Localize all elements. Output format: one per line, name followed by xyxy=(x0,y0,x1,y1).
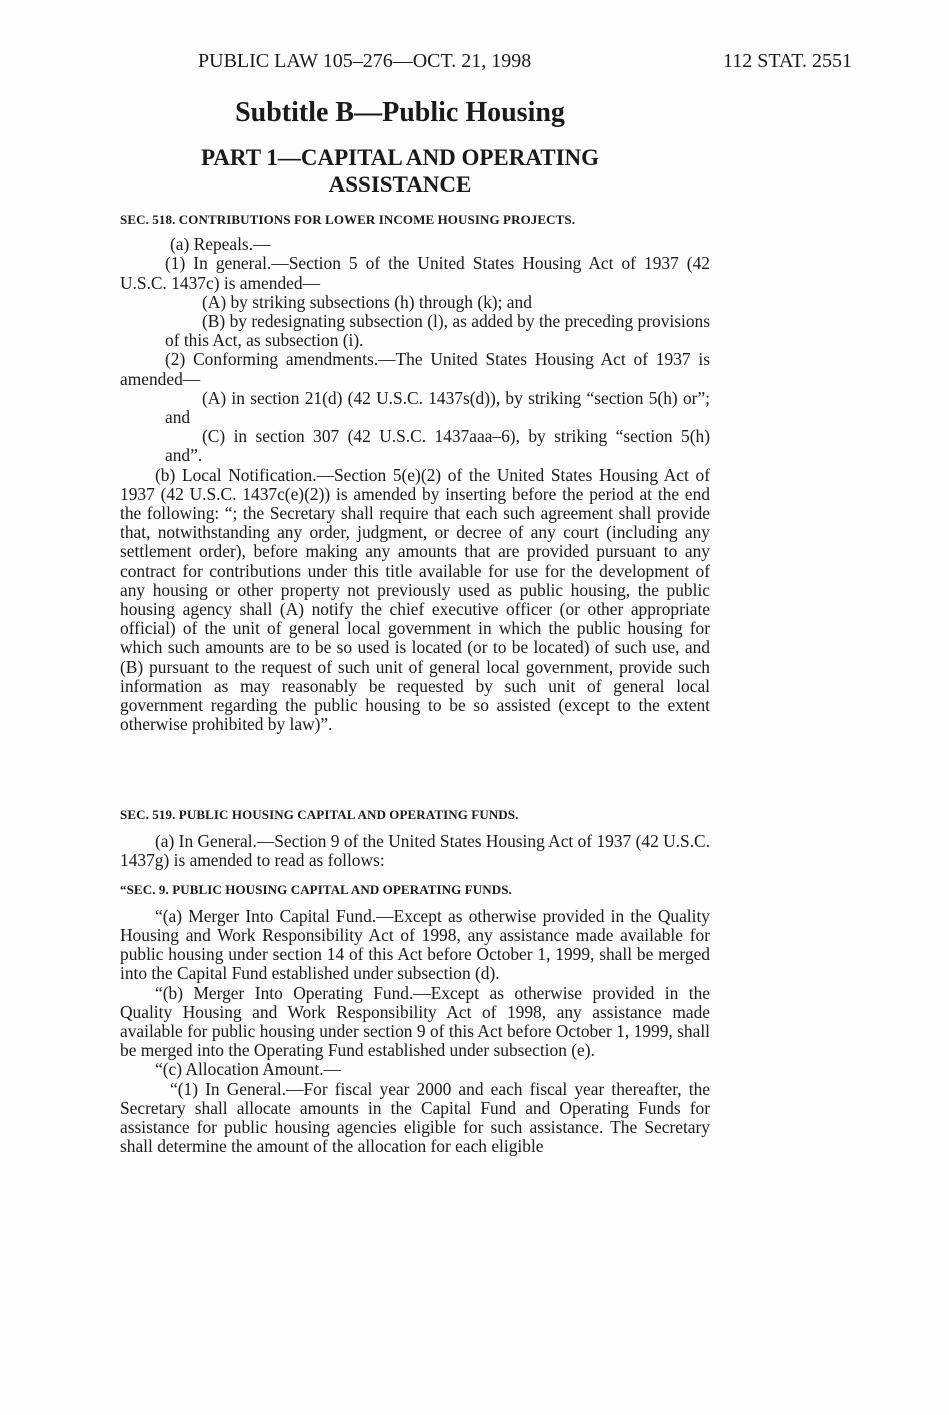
sec-9-c: “(c) Allocation Amount.— xyxy=(155,1059,341,1080)
section-518 xyxy=(120,210,710,734)
sec-9-a: “(a) Merger Into Capital Fund.—Except as otherwise provided in the Quality Housing and Work Responsibility Act of 1998, any assistance made available for public housing under section 14 of this Act before October 1, 1999, shall be merged into the Capital Fund established under subsection (d). xyxy=(120,905,710,984)
header-citation: PUBLIC LAW 105–276—OCT. 21, 1998 xyxy=(198,50,532,72)
sec-518-a-label: (a) Repeals.— xyxy=(170,234,271,255)
sec-518-a1A: (A) by striking subsections (h) through (k); and xyxy=(202,291,532,312)
subtitle-heading: Subtitle B—Public Housing xyxy=(235,97,565,128)
sec-518-a2C: (C) in section 307 (42 U.S.C. 1437aaa–6), by striking “section 5(h) and”. xyxy=(165,426,710,466)
header-page-number: 112 STAT. 2551 xyxy=(723,50,852,72)
sec-518-a1B: (B) by redesignating subsection (l), as added by the preceding provisions of this Act, as subsection (i). xyxy=(165,311,710,351)
sec-518-a2A: (A) in section 21(d) (42 U.S.C. 1437s(d)), by striking “section 5(h) or”; and xyxy=(165,387,710,428)
sec-519-heading: SEC. 519. PUBLIC HOUSING CAPITAL AND OPERATING FUNDS. xyxy=(120,807,519,822)
sec-9-heading: “SEC. 9. PUBLIC HOUSING CAPITAL AND OPERATING FUNDS. xyxy=(120,881,512,897)
section-519 xyxy=(120,805,710,1156)
sec-518-heading: SEC. 518. CONTRIBUTIONS FOR LOWER INCOME HOUSING PROJECTS. xyxy=(120,212,576,227)
sec-518-a1: (1) In general.—Section 5 of the United States Housing Act of 1937 (42 U.S.C. 1437c) is amended— xyxy=(120,253,710,293)
sec-518-a2: (2) Conforming amendments.—The United States Housing Act of 1937 is amended— xyxy=(120,349,710,389)
sec-518-b: (b) Local Notification.—Section 5(e)(2) of the United States Housing Act of 1937 (42 U.S.C. 1437c(e)(2)) is amended by inserting before the period at the end the following: “; the Secretary shall require that each such agreement shall provide that, notwithstanding any order, judgment, or decree of any court (including any settlement order), before making any amounts that are provided pursuant to any contract for contributions under this title available for use for the development of any housing or other property not previously used as public housing, the public housing agency shall (A) notify the chief executive officer (or other appropriate official) of the unit of general local government in which the public housing for which such amounts are to be so used is located (or to be located) of such use, and (B) pursuant to the request of such unit of general local government, provide such information as may reasonably be requested by such unit of general local government regarding the public housing to be so assisted (except to the extent otherwise prohibited by law)”. xyxy=(120,464,710,735)
sec-519-a: (a) In General.—Section 9 of the United States Housing Act of 1937 (42 U.S.C. 1437g) is amended to read as follows: xyxy=(120,831,710,871)
part-heading: PART 1—CAPITAL AND OPERATING ASSISTANCE xyxy=(200,145,600,197)
sec-9-b: “(b) Merger Into Operating Fund.—Except as otherwise provided in the Quality Housing and Work Responsibility Act of 1998, any assistance made available for public housing under section 9 of this Act before October 1, 1999, shall be merged into the Operating Fund established under subsection (e). xyxy=(120,982,710,1061)
sec-9-c1: “(1) In General.—For fiscal year 2000 and each fiscal year thereafter, the Secretary shall allocate amounts in the Capital Fund and Operating Funds for assistance for public housing agencies eligible for such assistance. The Secretary shall determine the amount of the allocation for each eligible xyxy=(120,1078,710,1157)
page-header xyxy=(198,50,852,73)
